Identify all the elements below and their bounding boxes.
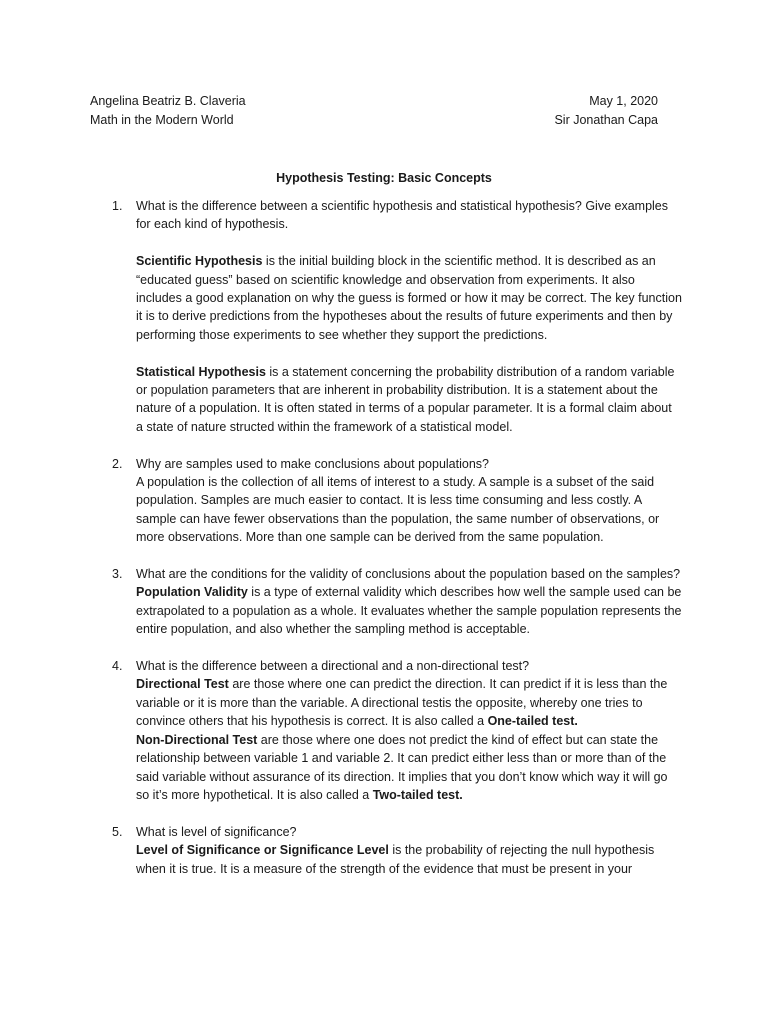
term-statistical-hypothesis: Statistical Hypothesis — [136, 364, 266, 379]
definition-text: is the probability of rejecting the null hypothesis when it is true. It is a measure of the strength of the evidence that must be present in your — [136, 843, 655, 876]
term-one-tailed-test: One-tailed test. — [487, 714, 578, 729]
item-number: 4. — [112, 659, 123, 674]
item-number: 2. — [112, 456, 123, 471]
answer-paragraph — [136, 841, 682, 878]
answer-paragraph — [136, 675, 682, 730]
question-text: What are the conditions for the validity of conclusions about the population based on the samples? — [136, 567, 681, 582]
definition-text: are those where one can predict the direction. It can predict if it is less than the variable or it is more than the variable. A directional testis the opposite, whereby one tries to convince others that his hypothesis is correct. It is also called a — [136, 677, 668, 729]
question-text: Why are samples used to make conclusions about populations? — [136, 456, 489, 471]
term-scientific-hypothesis: Scientific Hypothesis — [136, 254, 263, 269]
author-name: Angelina Beatriz B. Claveria — [90, 94, 246, 108]
document-date: May 1, 2020 — [589, 94, 658, 108]
question-text: What is the difference between a scientific hypothesis and statistical hypothesis? Give examples for each kind of hypothesis. — [136, 199, 668, 232]
item-number: 5. — [112, 824, 123, 839]
list-item-2 — [112, 455, 682, 547]
answer-paragraph — [136, 363, 682, 437]
document-body — [112, 197, 682, 896]
question-text: What is the difference between a directional and a non-directional test? — [136, 659, 530, 674]
item-number: 3. — [112, 567, 123, 582]
answer-paragraph — [136, 731, 682, 805]
definition-text: is a type of external validity which describes how well the sample used can be extrapolated to a population as a whole. It evaluates whether the sample population represents the entire population, and also whether the sampling method is acceptable. — [136, 585, 682, 637]
definition-text: is the initial building block in the scientific method. It is described as an “educated guess” based on scientific knowledge and observation from experiments. It also includes a good explanation on why the guess is formed or how it may be correct. The key function it is to derive predictions from the hypotheses about the results of future experiments and then by performing those experiments to see whether they support the predictions. — [136, 254, 682, 342]
header-right — [554, 92, 658, 129]
course-name: Math in the Modern World — [90, 112, 234, 127]
term-directional-test: Directional Test — [136, 677, 229, 692]
instructor-name: Sir Jonathan Capa — [554, 112, 658, 127]
item-number: 1. — [112, 199, 123, 213]
list-item-5 — [112, 823, 682, 878]
question-text: What is level of significance? — [136, 824, 297, 839]
header-left — [90, 92, 246, 129]
definition-text: are those where one does not predict the kind of effect but can state the relationship between variable 1 and variable 2. It can predict either less than or more than of the said variable without assurance of its direction. It implies that you don’t know which way it will go so it’s more hypothetical. It is also called a — [136, 732, 668, 802]
definition-text: is a statement concerning the probability distribution of a random variable or population parameters that are inherent in probability distribution. It is a statement about the nature of a population. It is often stated in terms of a popular parameter. It is a formal claim about a state of nature structed within the framework of a statistical model. — [136, 364, 675, 434]
answer-paragraph — [136, 252, 682, 344]
term-two-tailed-test: Two-tailed test. — [372, 787, 463, 802]
list-item-1 — [112, 197, 682, 436]
term-population-validity: Population Validity — [136, 585, 248, 600]
answer-paragraph: A population is the collection of all items of interest to a study. A sample is a subset of the said population. Samples are much easier to contact. It is less time consuming and less costly. A sample can have fewer observations than the population, the same number of observations, or more observations. More than one sample can be derived from the same population. — [136, 475, 660, 545]
list-item-4 — [112, 657, 682, 804]
term-non-directional-test: Non-Directional Test — [136, 732, 258, 747]
term-level-of-significance: Level of Significance or Significance Level — [136, 843, 389, 858]
answer-paragraph — [136, 583, 682, 638]
document-title: Hypothesis Testing: Basic Concepts — [276, 171, 492, 185]
list-item-3 — [112, 565, 682, 639]
